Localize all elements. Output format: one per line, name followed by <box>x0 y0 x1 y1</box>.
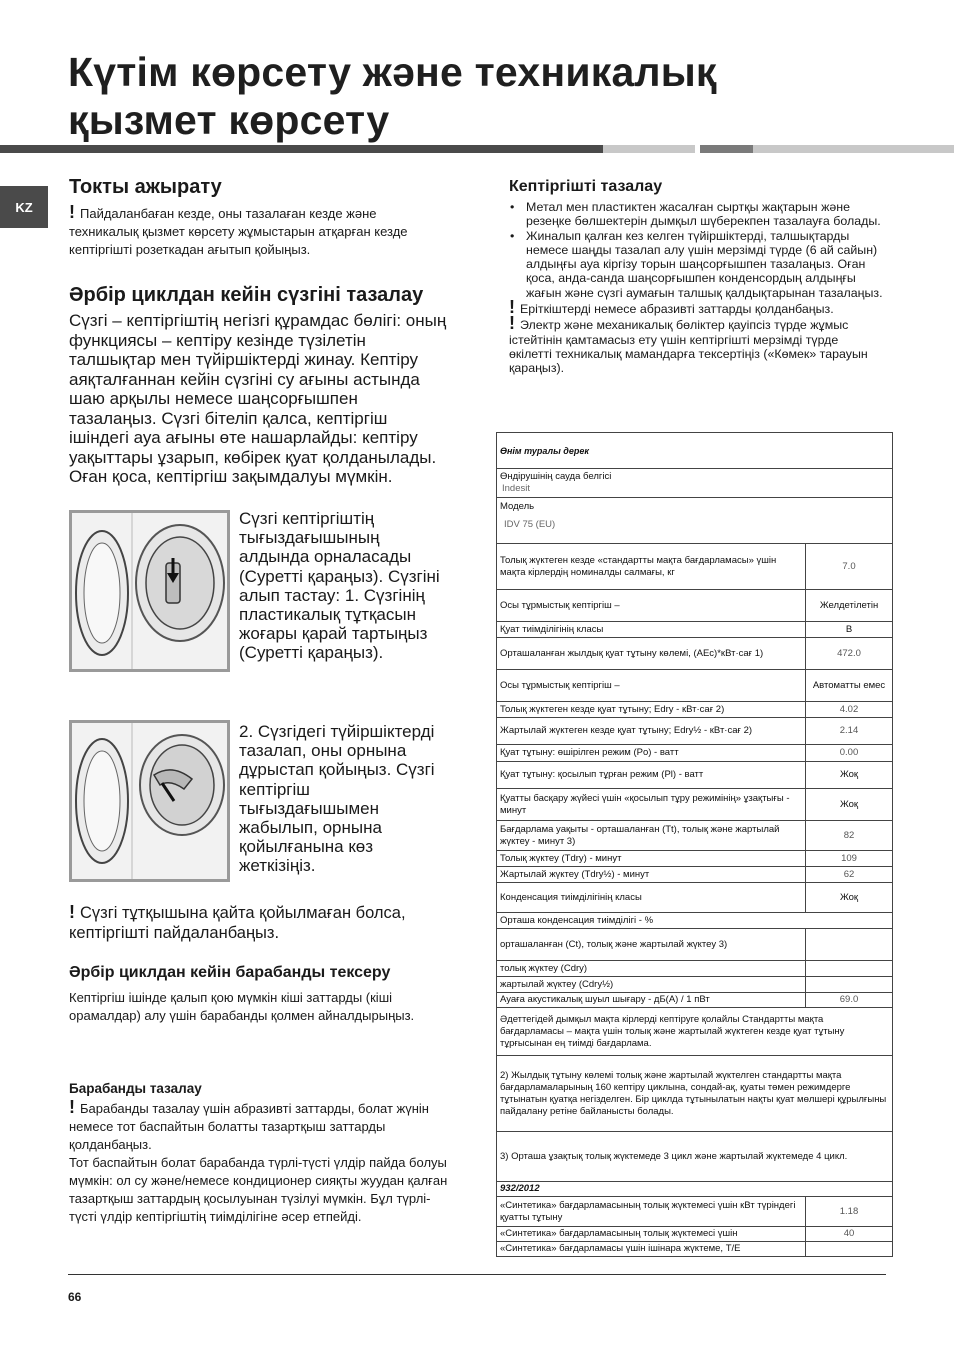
table-row <box>497 913 893 929</box>
table-row <box>497 789 893 821</box>
row-value: 2.14 <box>806 718 893 745</box>
table-row <box>497 1132 893 1182</box>
table-row <box>497 1197 893 1227</box>
table-note: Әдеттегідей дымқыл мақта кірлерді кептіруге қолайлы Стандартты мақта бағдарламасы – мақта үшін толық және жартылай жүктеген кезде қуат тұтыну тұрғысынан ең тиімді бағдарлама. <box>497 1008 893 1056</box>
row-value: 7.0 <box>806 544 893 590</box>
row-label: Орташа конденсация тиімділігі - % <box>497 913 893 929</box>
drum-clean-text: Тот баспайтын болат барабанда түрлі-түсті үлдір пайда болуы мүмкін: ол су және/немесе кондиционер сияқты жуудан қалған тазартқыш заттардың қосылуынан түзілуі мүмкін. Бұл түрлі-түсті үлдір кептіргіштің тиімділігіне әсер етпейді. <box>69 1155 448 1224</box>
row-label: Қуат тұтыну: өшірілген режим (Po) - ватт <box>497 745 806 762</box>
page-number: 66 <box>68 1290 82 1304</box>
row-label: Қуат тиімділігінің класы <box>497 622 806 638</box>
dryer-clean-warning-1: Еріткіштерді немесе абразивті заттарды қолданбаңыз. <box>520 302 834 317</box>
model-value: IDV 75 (EU) <box>504 519 556 530</box>
table-row <box>497 851 893 867</box>
table-row <box>497 718 893 745</box>
table-row <box>497 622 893 638</box>
row-label: Жартылай жүктеу (Tdry½) - минут <box>497 867 806 883</box>
language-tab <box>0 186 48 228</box>
section-title-dryer-clean: Кептіргішті тазалау <box>509 178 663 195</box>
unplug-text <box>69 203 449 259</box>
row-value: Жоқ <box>806 789 893 821</box>
row-label: Ауаға акустикалық шуыл шығару - дБ(A) / 1 пВт <box>497 993 806 1008</box>
row-label: Орташаланған жылдық қуат тұтыну көлемі, (AEc)*кВт·сағ 1) <box>497 638 806 670</box>
row-value: Автоматты емес <box>806 670 893 702</box>
section-title-drum-clean: Барабанды тазалау <box>69 1081 202 1096</box>
row-value: Жоқ <box>806 762 893 789</box>
regulation-label: 932/2012 <box>497 1182 893 1197</box>
header-bar-light <box>753 145 954 153</box>
table-row <box>497 745 893 762</box>
header-bar-dark <box>0 145 603 153</box>
page-title-line-2: қызмет көрсету <box>68 97 390 143</box>
row-label: Конденсация тиімділігінің класы <box>497 883 806 913</box>
drum-clean-warning: Барабанды тазалау үшін абразивті заттарды, болат жүнін немесе тот баспайтын болатты тазартқыш заттарды қолданбаңыз. <box>69 1101 429 1152</box>
list-item: • Жиналып қалған кез келген түйіршіктерді, талшықтарды немесе шаңды тазалап алу үшін мерзімді түрде (6 ай сайын) алдыңғы ауа кіргізу торын шаңсорғышпен тазалаңыз. Оған қоса, анда-санда шаңсорғышпен конденсордың алдыңғы жағын және сүзгі аумағын талшық қалдықтарынан тазалаңыз. <box>509 229 884 300</box>
row-label: «Синтетика» бағдарламасының толық жүктемесі үшін кВт түріндегі қуатты тұтыну <box>497 1197 806 1227</box>
table-row <box>497 1056 893 1132</box>
warning-icon: ! <box>69 202 80 222</box>
section-title-drum-check: Әрбір циклдан кейін барабанды тексеру <box>69 964 391 981</box>
table-row <box>497 544 893 590</box>
section-drum-clean <box>69 1080 449 1226</box>
row-value: 82 <box>806 821 893 851</box>
table-row <box>497 702 893 718</box>
section-title-unplug: Токты ажырату <box>69 176 222 198</box>
row-label: толық жүктеу (Cdry) <box>497 961 806 977</box>
table-row <box>497 867 893 883</box>
row-value: 0.00 <box>806 745 893 762</box>
table-note: 3) Орташа ұзақтық толық жүктемеде 3 цикл және жартылай жүктемеде 4 цикл. <box>497 1132 893 1182</box>
row-label: Қуатты басқару жүйесі үшін «қосылып тұру режимінің» ұзақтығы - минут <box>497 789 806 821</box>
row-value <box>806 961 893 977</box>
header-bar-mid2 <box>700 145 753 153</box>
row-label: Осы тұрмыстық кептіргіш – <box>497 590 806 622</box>
warning-icon: ! <box>509 297 520 318</box>
table-row <box>497 929 893 961</box>
row-value: 69.0 <box>806 993 893 1008</box>
row-label: Бағдарлама уақыты - орташаланған (Tt), толық және жартылай жүктеу - минут 3) <box>497 821 806 851</box>
row-value: Жоқ <box>806 883 893 913</box>
row-label: Толық жүктеу (Tdry) - минут <box>497 851 806 867</box>
row-value: 472.0 <box>806 638 893 670</box>
row-label: Қуат тұтыну: қосылып тұрған режим (Pl) - ватт <box>497 762 806 789</box>
table-header: Өнім туралы дерек <box>497 433 893 469</box>
row-value <box>806 977 893 993</box>
dryer-clean-list <box>509 200 884 300</box>
row-label: Осы тұрмыстық кептіргіш – <box>497 670 806 702</box>
row-value: B <box>806 622 893 638</box>
row-label: орташаланған (Ct), толық және жартылай жүктеу 3) <box>497 929 806 961</box>
table-row <box>497 1008 893 1056</box>
section-title-filter: Әрбір циклдан кейін сүзгіні тазалау <box>69 284 424 306</box>
list-item: • Метал мен пластиктен жасалған сыртқы жақтарын және резеңке бөлшектерін дымқыл шүберекпен тазалауға болады. <box>509 200 884 229</box>
row-value: 4.02 <box>806 702 893 718</box>
model-label: Модель <box>500 501 535 512</box>
row-value <box>806 929 893 961</box>
section-filter <box>69 283 449 487</box>
page-title <box>68 48 928 144</box>
table-row <box>497 883 893 913</box>
warning-icon: ! <box>69 1097 80 1117</box>
filter-warning <box>69 903 449 943</box>
table-row <box>497 590 893 622</box>
filter-text: Сүзгі – кептіргіштің негізгі құрамдас бөлігі: оның функциясы – кептіру кезінде түзілетін талшықтар мен түйіршіктерді жинау. Кептіру аяқталғаннан кейін сүзгіні су ағыны астында шаю арқылы немесе шаңсорғышпен тазалаңыз. Сүзгі бітеліп қалса, кептіргіш ішіндегі ауа ағыны өте нашарлайды: кептіру уақыттары ұзарып, көбірек қуат қолданылады. Оған қоса, кептіргіш зақымдалуы мүмкін. <box>69 311 447 486</box>
table-row <box>497 762 893 789</box>
table-row <box>497 821 893 851</box>
language-tab-label: KZ <box>15 199 33 215</box>
warning-icon: ! <box>69 902 80 922</box>
row-value: 1.18 <box>806 1197 893 1227</box>
brand-label: Өндірушінің сауда белгісі <box>500 471 612 482</box>
brand-value: Indesit <box>502 483 530 494</box>
row-label: «Синтетика» бағдарламасының толық жүктемесі үшін <box>497 1227 806 1242</box>
table-note: 2) Жылдық тұтыну көлемі толық және жартылай жүктелген стандартты мақта бағдарламаларының 160 кептіру циклына, сондай-ақ, қуаты төмен режимдерге тұтынатын қуатқа негізделген. Бір циклда тұтынылатын нақты қуат мөлшері құрылғыны пайдалану ретіне байланысты болады. <box>497 1056 893 1132</box>
row-value: 109 <box>806 851 893 867</box>
row-label: «Синтетика» бағдарламасы үшін ішінара жүктеме, Т/Е <box>497 1242 806 1257</box>
page-title-line-1: Күтім көрсету және техникалық <box>68 49 717 95</box>
row-value: 62 <box>806 867 893 883</box>
row-value <box>806 1242 893 1257</box>
row-label: Толық жүктеген кезде «стандартты мақта бағдарламасы» үшін мақта кірлердің номиналды салмағы, кг <box>497 544 806 590</box>
warning-icon: ! <box>509 313 520 334</box>
product-data-table <box>496 432 893 1257</box>
table-row <box>497 498 893 544</box>
table-row <box>497 993 893 1008</box>
table-row <box>497 638 893 670</box>
table-row <box>497 1182 893 1197</box>
table-row <box>497 469 893 498</box>
footer-divider <box>68 1274 886 1275</box>
row-label: Толық жүктеген кезде қуат тұтыну; Edry - кВт·сағ 2) <box>497 702 806 718</box>
row-value: Желдетілетін <box>806 590 893 622</box>
filter-warning-text: Сүзгі тұтқышына қайта қойылмаған болса, кептіргішті пайдаланбаңыз. <box>69 904 406 942</box>
filter-removal-step-1: Сүзгі кептіргіштің тығыздағышының алдында орналасады (Суретті қараңыз). Сүзгіні алып тастау: 1. Сүзгінің пластикалық тұтқасын жоғары қарай тартыңыз (Суретті қараңыз). <box>239 509 440 663</box>
section-drum-check <box>69 962 449 1025</box>
section-dryer-clean <box>509 176 884 376</box>
row-label: Жартылай жүктеген кезде қуат тұтыну; Edry½ - кВт·сағ 2) <box>497 718 806 745</box>
table-row <box>497 961 893 977</box>
dryer-door-image-1 <box>69 510 230 672</box>
drum-check-text: Кептіргіш ішінде қалып қою мүмкін кіші заттарды (кіші орамалдар) алу үшін барабанды қолмен айналдырыңыз. <box>69 990 415 1023</box>
row-value: 40 <box>806 1227 893 1242</box>
table-row <box>497 977 893 993</box>
dryer-door-image-2 <box>69 720 230 882</box>
table-row <box>497 1227 893 1242</box>
row-label: жартылай жүктеу (Cdry½) <box>497 977 806 993</box>
dryer-clean-warning-2: Электр және механикалық бөліктер қауіпсіз түрде жұмыс істейтінін қамтамасыз ету үшін кептіргішті мерзімді түрде өкілетті техникалық мамандарға тексертіңіз («Көмек» тарауын қараңыз). <box>509 318 868 376</box>
filter-removal-step-2: 2. Сүзгідегі түйіршіктерді тазалап, оны орнына дұрыстап қойыңыз. Сүзгі кептіргіш тығыздағышымен жабылып, орнына қойылғанына көз жеткізіңіз. <box>239 722 435 876</box>
header-bar-mid <box>603 145 695 153</box>
section-unplug <box>69 175 449 259</box>
table-row <box>497 670 893 702</box>
unplug-text-body: Пайдаланбаған кезде, оны тазалаған кезде және техникалық қызмет көрсету жұмыстарын атқарған кезде кептіргішті розеткадан ағытып қойыңыз. <box>69 206 408 257</box>
table-row <box>497 1242 893 1257</box>
